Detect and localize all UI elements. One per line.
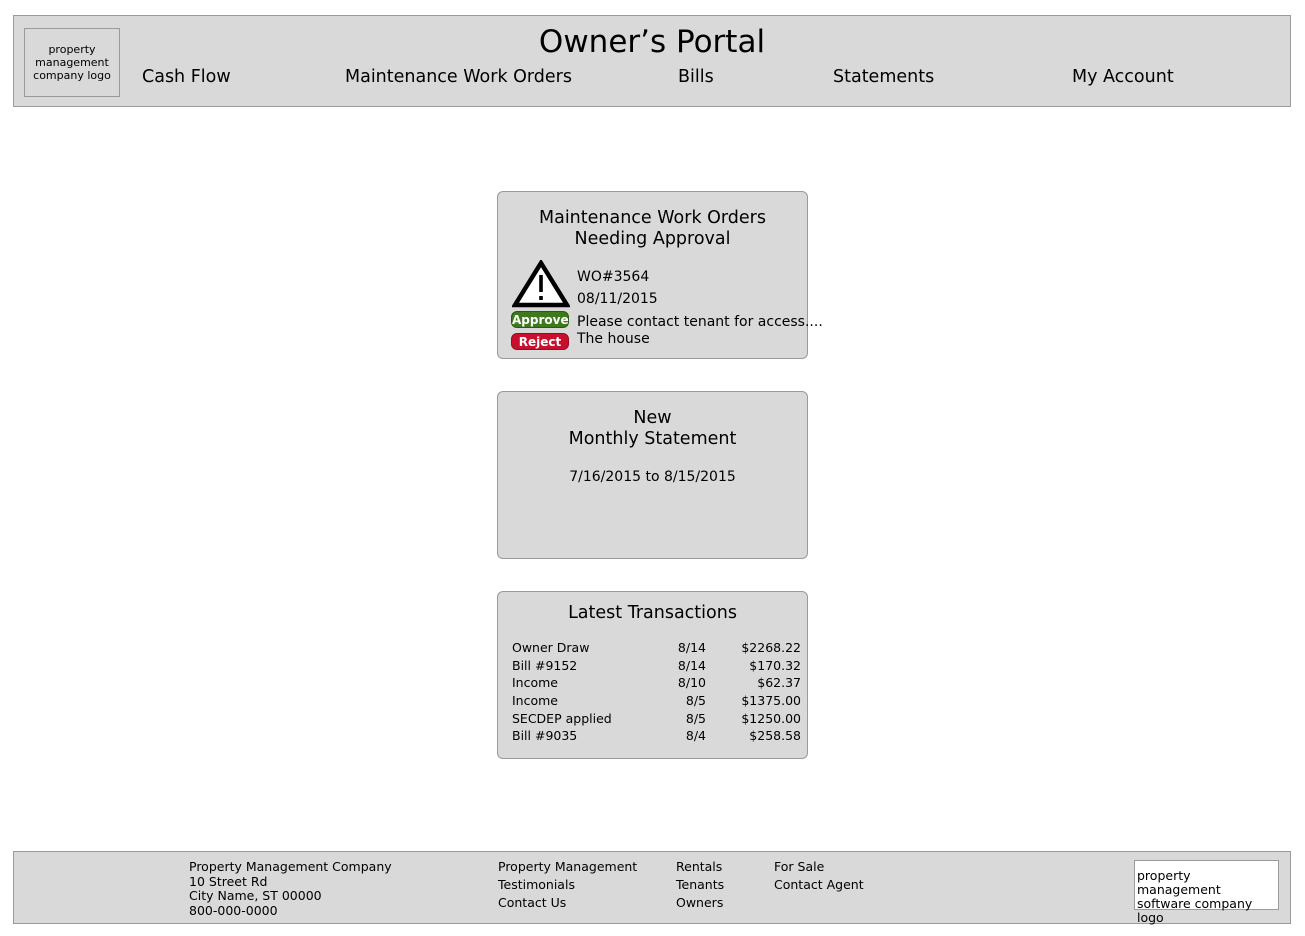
footer-links-col2	[676, 860, 724, 914]
transaction-desc: Bill #9152	[512, 658, 578, 673]
transaction-amount: $258.58	[749, 728, 801, 743]
footer-link-contact-us[interactable]: Contact Us	[498, 895, 567, 910]
transaction-row[interactable]	[512, 693, 801, 711]
transaction-row[interactable]	[512, 728, 801, 746]
nav-cash-flow[interactable]: Cash Flow	[142, 67, 231, 87]
transaction-desc: Income	[512, 693, 558, 708]
transaction-row[interactable]	[512, 675, 801, 693]
software-company-logo[interactable]	[1134, 860, 1279, 925]
footer-link-owners[interactable]: Owners	[676, 895, 724, 910]
work-orders-title-line2: Needing Approval	[574, 229, 731, 249]
nav-bills[interactable]: Bills	[678, 67, 714, 87]
statement-card[interactable]	[497, 391, 808, 559]
transaction-row[interactable]	[512, 640, 801, 658]
software-logo-text: property management software company logo	[1137, 868, 1253, 925]
transaction-date: 8/4	[685, 728, 706, 743]
work-order-property: The house	[577, 331, 650, 347]
transaction-desc: Owner Draw	[512, 640, 590, 655]
footer-city: City Name, ST 00000	[189, 888, 322, 903]
work-orders-title-line1: Maintenance Work Orders	[539, 208, 766, 228]
company-logo-text: property management company logo	[33, 43, 111, 82]
work-order-date: 08/11/2015	[577, 291, 658, 307]
transaction-desc: Bill #9035	[512, 728, 578, 743]
nav-maintenance-work-orders[interactable]: Maintenance Work Orders	[345, 67, 572, 87]
footer-company-name: Property Management Company	[189, 859, 392, 874]
transaction-row[interactable]	[512, 658, 801, 676]
transaction-desc: SECDEP applied	[512, 711, 612, 726]
work-order-note: Please contact tenant for access....	[577, 314, 823, 330]
header	[13, 15, 1291, 107]
transaction-amount: $1250.00	[741, 711, 801, 726]
work-orders-card[interactable]	[497, 191, 823, 359]
footer-link-testimonials[interactable]: Testimonials	[498, 877, 575, 892]
transactions-card[interactable]	[497, 591, 808, 759]
footer-company-info	[189, 860, 392, 918]
statement-title-line2: Monthly Statement	[568, 429, 737, 449]
transaction-amount: $1375.00	[741, 693, 801, 708]
transaction-date: 8/14	[677, 658, 706, 673]
nav-my-account[interactable]: My Account	[1072, 67, 1174, 87]
transaction-row[interactable]	[512, 711, 801, 729]
transaction-date: 8/5	[685, 711, 706, 726]
transaction-amount: $62.37	[757, 675, 801, 690]
transaction-amount: $170.32	[749, 658, 801, 673]
footer-street: 10 Street Rd	[189, 873, 268, 889]
transactions-title: Latest Transactions	[568, 603, 737, 623]
statement-title-line1: New	[633, 408, 672, 428]
statement-range[interactable]: 7/16/2015 to 8/15/2015	[569, 469, 736, 485]
transaction-desc: Income	[512, 675, 558, 690]
nav-statements[interactable]: Statements	[833, 67, 935, 87]
footer-phone: 800-000-0000	[189, 902, 278, 918]
footer-link-contact-agent[interactable]: Contact Agent	[774, 877, 864, 892]
page-title: Owner’s Portal	[538, 24, 766, 60]
footer-link-tenants[interactable]: Tenants	[676, 877, 725, 892]
footer-links-col3	[774, 860, 864, 896]
footer-link-property-management[interactable]: Property Management	[498, 859, 638, 874]
footer-links-col1	[498, 860, 637, 914]
transaction-date: 8/10	[677, 675, 706, 690]
footer-link-for-sale[interactable]: For Sale	[774, 859, 825, 874]
work-order-number[interactable]: WO#3564	[577, 269, 650, 285]
reject-button[interactable]: Reject	[511, 333, 569, 350]
approve-button[interactable]: Approve	[512, 313, 569, 327]
transaction-amount: $2268.22	[741, 640, 801, 655]
warning-triangle-icon	[512, 260, 570, 308]
transaction-date: 8/5	[685, 693, 706, 708]
transaction-date: 8/14	[677, 640, 706, 655]
footer	[13, 851, 1291, 924]
footer-link-rentals[interactable]: Rentals	[676, 859, 723, 874]
